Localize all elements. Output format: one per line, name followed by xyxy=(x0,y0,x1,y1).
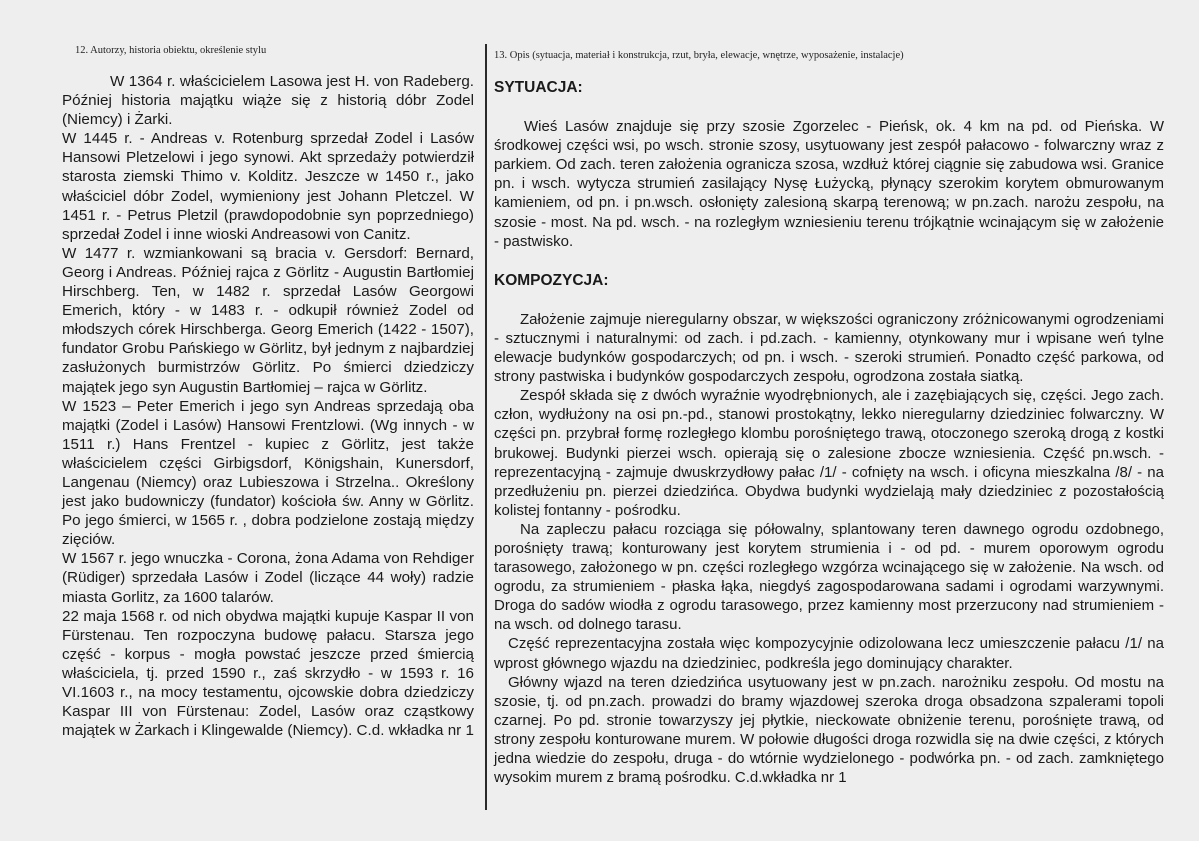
history-column xyxy=(62,72,474,740)
history-paragraph: W 1523 – Peter Emerich i jego syn Andreas sprzedają oba majątki (Zodel i Lasów) Hansowi Frentzlowi. (Wg innych - w 1511 r.) Hans Frentzel - kupiec z Görlitz, jest także właścicielem części Girbigsdorf, Königshain, Kunersdorf, Langenau (Niemcy) oraz Lubieszowa i Strzelna.. Określony jest jako budowniczy (fundator) kościoła św. Anny w Görlitz. Po jego śmierci, w 1565 r. , dobra podzielone zostają między zięciów. xyxy=(62,397,474,549)
kompozycja-paragraph: Główny wjazd na teren dziedzińca usytuowany jest w pn.zach. narożniku zespołu. Od mostu na szosie, tj. od pn.zach. prowadzi do bramy wjazdowej szeroka droga obsadzona szpalerami topoli czarnej. Po pd. stronie towarzyszy jej płytkie, nieckowate obniżenie terenu, porośnięte trawą, od strony zespołu konturowane murem. W połowie długości droga rozwidla się na dwie części, z których jedna wiedzie do zespołu, druga - do wtórnie wydzielonego - podwórka pn. - od zach. zamkniętego wysokim murem z bramą pośrodku. C.d.wkładka nr 1 xyxy=(494,673,1164,787)
kompozycja-paragraph: Na zapleczu pałacu rozciąga się półowalny, splantowany teren dawnego ogrodu ozdobnego, porośnięty trawą; konturowany jest korytem strumienia i - od pd. - murem oporowym ogrodu tarasowego, założonego w pn. części rozległego wzgórza wcinającego się w założenie. Na wsch. od ogrodu, za strumieniem - płaska łąka, niegdyś zagospodarowana sadami i ogrodami warzywnymi. Droga do sadów wiodła z ogrodu tarasowego, przez kamienny most przerzucony nad strumieniem - na wsch. od dolnego tarasu. xyxy=(494,520,1164,634)
description-column xyxy=(494,78,1164,787)
kompozycja-paragraph: Założenie zajmuje nieregularny obszar, w większości ograniczony zróżnicowanymi ogrodzeniami - sztucznymi i naturalnymi: od zach. i pd.zach. - kamienny, otynkowany mur i wpisane weń tylne elewacje budynków gospodarczych; od pn. i wsch. - szeroki strumień. Ponadto część parkowa, od strony pastwiska i budynków gospodarczych zespołu, ogrodzona została siatką. xyxy=(494,310,1164,386)
kompozycja-paragraph: Część reprezentacyjna została więc kompozycyjnie odizolowana lecz umieszczenie pałacu /1/ na wprost głównego wjazdu na dziedziniec, podkreśla jego dominujący charakter. xyxy=(494,635,1164,672)
right-column-header: 13. Opis (sytuacja, materiał i konstrukcja, rzut, bryła, elewacje, wnętrze, wyposażenie, instalacje) xyxy=(494,50,904,61)
sytuacja-heading: SYTUACJA: xyxy=(494,79,583,96)
history-paragraph: 22 maja 1568 r. od nich obydwa majątki kupuje Kaspar II von Fürstenau. Ten rozpoczyna budowę pałacu. Starsza jego część - korpus - mogła powstać jeszcze przed śmiercią właściciela, tj. przed 1590 r., zaś skrzydło - w 1593 r. 16 VI.1603 r., na mocy testamentu, ojcowskie dobra dziedziczy Kaspar III von Fürstenau: Zodel, Lasów oraz cząstkowy majątek w Żarkach i Klingewalde (Niemcy). C.d. wkładka nr 1 xyxy=(62,607,474,740)
sytuacja-paragraph: Wieś Lasów znajduje się przy szosie Zgorzelec - Pieńsk, ok. 4 km na pd. od Pieńska. W środkowej części wsi, po wsch. stronie szosy, usytuowany jest zespół pałacowo - folwarczny wraz z parkiem. Od zach. teren założenia ogranicza szosa, wzdłuż której ciągnie się zabudowa wsi. Granice pn. i wsch. wytycza strumień zasilający Nysę Łużycką, płynący szerokim korytem obmurowanym kamieniem, od pn. i pn.wsch. osłonięty zalesioną skarpą terenową; w pn.zach. narożu zespołu, na szosie - most. Na pd. wsch. - na rozległym wzniesieniu terenu trójkątnie wcinającym się w założenie - pastwisko. xyxy=(494,118,1164,250)
kompozycja-paragraph: Zespół składa się z dwóch wyraźnie wyodrębnionych, ale i zazębiających się, części. Jego zach. człon, wydłużony na osi pn.-pd., stanowi prostokątny, lekko nieregularny dziedziniec folwarczny. W części pn. przybrał formę rozległego klombu porośniętego trawą, otoczonego szeroką drogą z kostki brukowej. Budynki pierzei wsch. opierają się o zalesione zbocze wzniesienia. Część pn.wsch. - reprezentacyjną - zajmuje dwuskrzydłowy pałac /1/ - cofnięty na wsch. i oficyna mieszkalna /8/ - na przedłużeniu pn. pierzei dziedzińca. Obydwa budynki wydzielają mały dziedziniec z pozostałością kolistej fontanny - pośrodku. xyxy=(494,387,1164,519)
history-paragraph: W 1567 r. jego wnuczka - Corona, żona Adama von Rehdiger (Rüdiger) sprzedała Lasów i Zodel (liczące 44 woły) radzie miasta Gorlitz, za 1600 talarów. xyxy=(62,550,474,606)
history-paragraph: W 1477 r. wzmiankowani są bracia v. Gersdorf: Bernard, Georg i Andreas. Później rajca z Görlitz - Augustin Bartłomiej Hirschberg. Ten, w 1482 r. sprzedał Lasów Georgowi Emerich, który - w 1483 r. - odkupił również Zodel od młodszych córek Hirschberga. Georg Emerich (1422 - 1507), fundator Grobu Pańskiego w Görlitz, był jednym z najbardziej zasłużonych burmistrzów Görlitz. Po śmierci dziedziczy majątek jego syn Augustin Bartłomiej – rajca w Görlitz. xyxy=(62,244,474,396)
column-divider xyxy=(485,44,487,810)
history-paragraph: W 1364 r. właścicielem Lasowa jest H. von Radeberg. Później historia majątku wiąże się z historią dóbr Zodel (Niemcy) i Żarki. xyxy=(62,73,474,129)
kompozycja-heading: KOMPOZYCJA: xyxy=(494,271,609,289)
left-column-header: 12. Autorzy, historia obiektu, określenie stylu xyxy=(75,45,267,56)
history-paragraph: W 1445 r. - Andreas v. Rotenburg sprzedał Zodel i Lasów Hansowi Pletzelowi i jego synowi. Akt sprzedaży potwierdził starosta ziemski Thimo v. Kolditz. Jeszcze w 1450 r., jako właściciel dóbr Zodel, wymieniony jest Johann Pletczel. W 1451 r. - Petrus Pletzil (prawdopodobnie syn poprzedniego) sprzedał Zodel i inne wioski Andreasowi von Canitz. xyxy=(62,130,474,243)
